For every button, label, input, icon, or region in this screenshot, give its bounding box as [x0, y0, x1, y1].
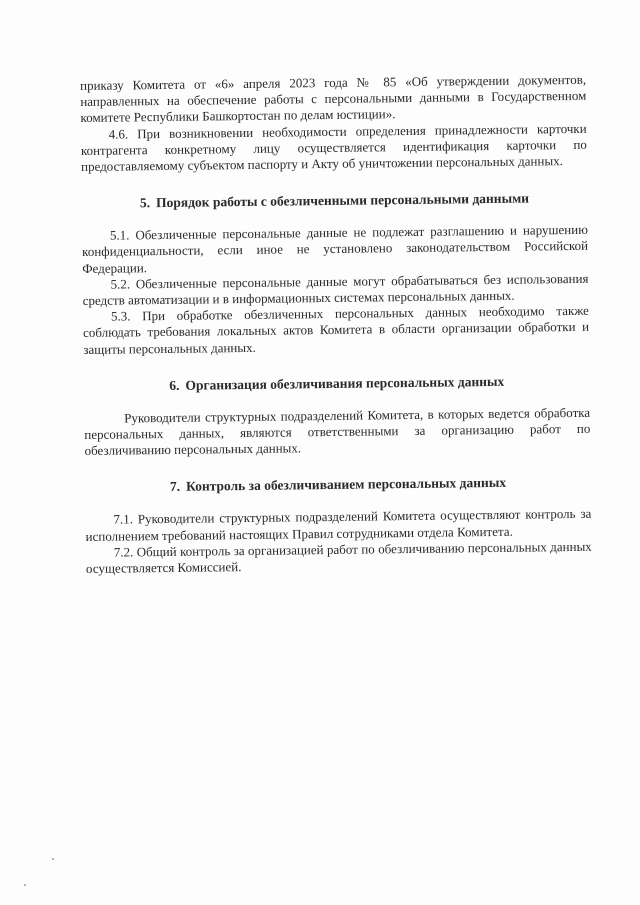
scan-speck — [24, 884, 26, 886]
paragraph-7-2: 7.2. Общий контроль за организацией работ по обезличиванию персональных данных осуществляется Комиссией. — [85, 538, 592, 577]
section-5-title: Порядок работы с обезличенными персональными данными — [156, 190, 530, 211]
paragraph-4-6: 4.6. При возникновении необходимости определения принадлежности карточки контрагента конкретному лицу осуществляется идентификация карточки по предоставляемому субъектом паспорту и Акту об уничтожении персональных данных. — [80, 120, 587, 175]
section-5-number: 5. — [139, 195, 151, 211]
intro-continuation-paragraph: приказу Комитета от «6» апреля 2023 года № 85 «Об утверждении документов, направленных на обеспечение работы с персональными данными в Государственном комитете Республики Башкортостан по делам юстиции». — [80, 71, 587, 126]
paragraph-6: Руководители структурных подразделений Комитета, в которых ведется обработка персональных данных, являются ответственными за организацию работ по обезличиванию персональных данных. — [84, 404, 591, 459]
scan-speck — [52, 858, 54, 860]
section-6-heading — [84, 372, 590, 395]
paragraph-5-2: 5.2. Обезличенные персональные данные могут обрабатываться без использования средств автоматизации и в информационных системах персональных данных. — [82, 270, 589, 309]
section-6-title: Организация обезличивания персональных данных — [185, 373, 505, 393]
paragraph-5-1: 5.1. Обезличенные персональные данные не подлежат разглашению и нарушению конфиденциальности, если иное не установлено законодательством Российской Федерации. — [82, 222, 589, 276]
section-6-number: 6. — [169, 377, 180, 393]
section-7-heading — [85, 473, 591, 496]
section-7-number: 7. — [169, 479, 181, 495]
paragraph-5-3: 5.3. При обработке обезличенных персональных данных необходимо также соблюдать требования локальных актов Комитета в области организации обработки и защиты персональных данных. — [83, 303, 590, 357]
section-5-heading — [81, 189, 587, 212]
document-body — [80, 72, 592, 577]
paragraph-7-1: 7.1. Руководители структурных подразделений Комитета осуществляют контроль за исполнением требований настоящих Правил сотрудниками отдела Комитета. — [85, 506, 592, 544]
section-7-title: Контроль за обезличиванием персональных данных — [185, 475, 507, 495]
